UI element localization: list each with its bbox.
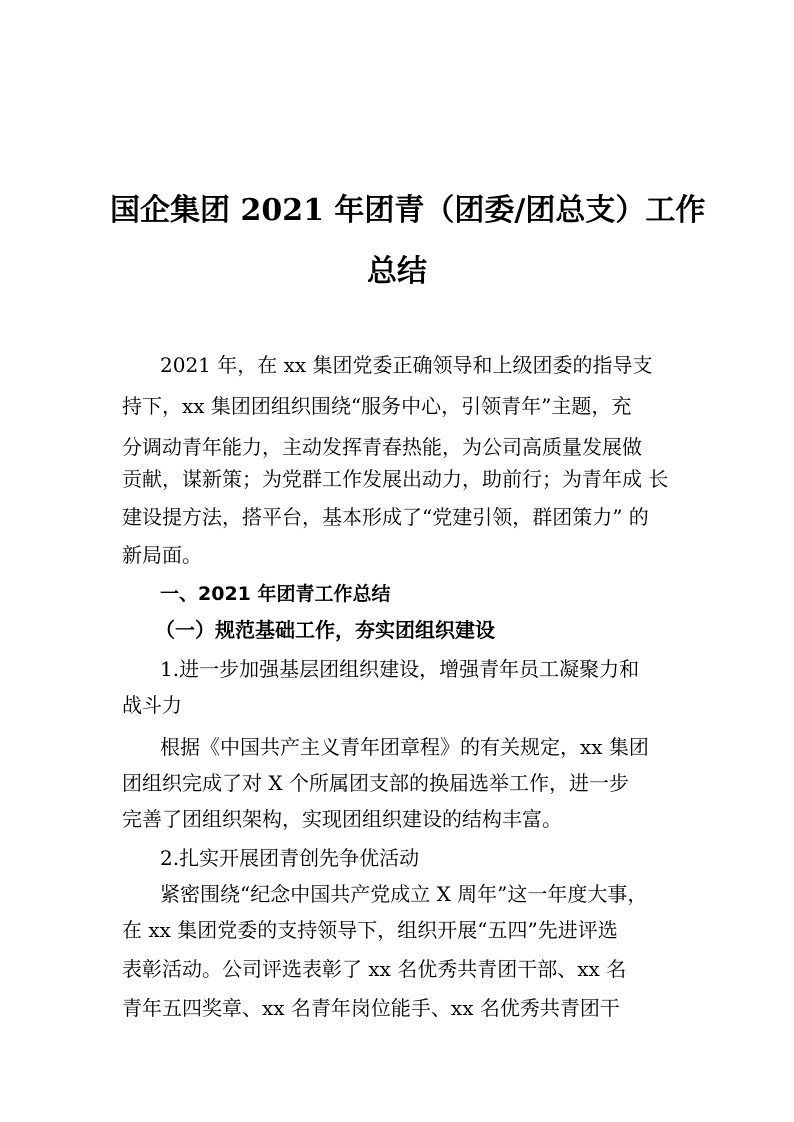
item-1-body-line-1: 根据《中国共产主义青年团章程》的有关规定，xx 集团 — [160, 735, 649, 759]
item-1-title-line-2: 战斗力 — [122, 693, 182, 717]
item-2-body-line-1: 紧密围绕“纪念中国共产党成立 X 周年”这一年度大事， — [160, 882, 648, 906]
item-2-title: 2.扎实开展团青创先争优活动 — [160, 846, 420, 870]
item-1-body-line-3: 完善了团组织架构，实现团组织建设的结构丰富。 — [122, 807, 562, 831]
subsection-1-heading: （一）规范基础工作，夯实团组织建设 — [155, 618, 495, 642]
item-1-body-line-2: 团组织完成了对 X 个所属团支部的换届选举工作，进一步 — [122, 771, 629, 795]
section-1-heading: 一、2021 年团青工作总结 — [160, 583, 391, 605]
document-title-line-1: 国企集团 2021 年团青（团委/团总支）工作 — [110, 193, 706, 228]
item-2-body-line-2: 在 xx 集团党委的支持领导下，组织开展“五四”先进评选 — [122, 918, 618, 942]
intro-line-1: 2021 年，在 xx 集团党委正确领导和上级团委的指导支 — [160, 353, 653, 377]
item-1-title-line-1: 1.进一步加强基层团组织建设，增强青年员工凝聚力和 — [160, 657, 640, 681]
intro-line-6: 新局面。 — [122, 543, 202, 567]
intro-line-2: 持下，xx 集团团组织围绕“服务中心，引领青年”主题，充 — [122, 394, 632, 418]
item-2-body-line-3: 表彰活动。公司评选表彰了 xx 名优秀共青团干部、xx 名 — [122, 957, 627, 981]
document-title-line-2: 总结 — [367, 254, 427, 289]
intro-line-5: 建设提方法，搭平台，基本形成了“党建引领，群团策力” 的 — [122, 505, 649, 529]
intro-line-3: 分调动青年能力，主动发挥青春热能，为公司高质量发展做 — [122, 435, 642, 459]
intro-line-4: 贡献，谋新策；为党群工作发展出动力，助前行；为青年成 长 — [122, 467, 669, 491]
item-2-body-line-4: 青年五四奖章、xx 名青年岗位能手、xx 名优秀共青团干 — [122, 996, 620, 1020]
